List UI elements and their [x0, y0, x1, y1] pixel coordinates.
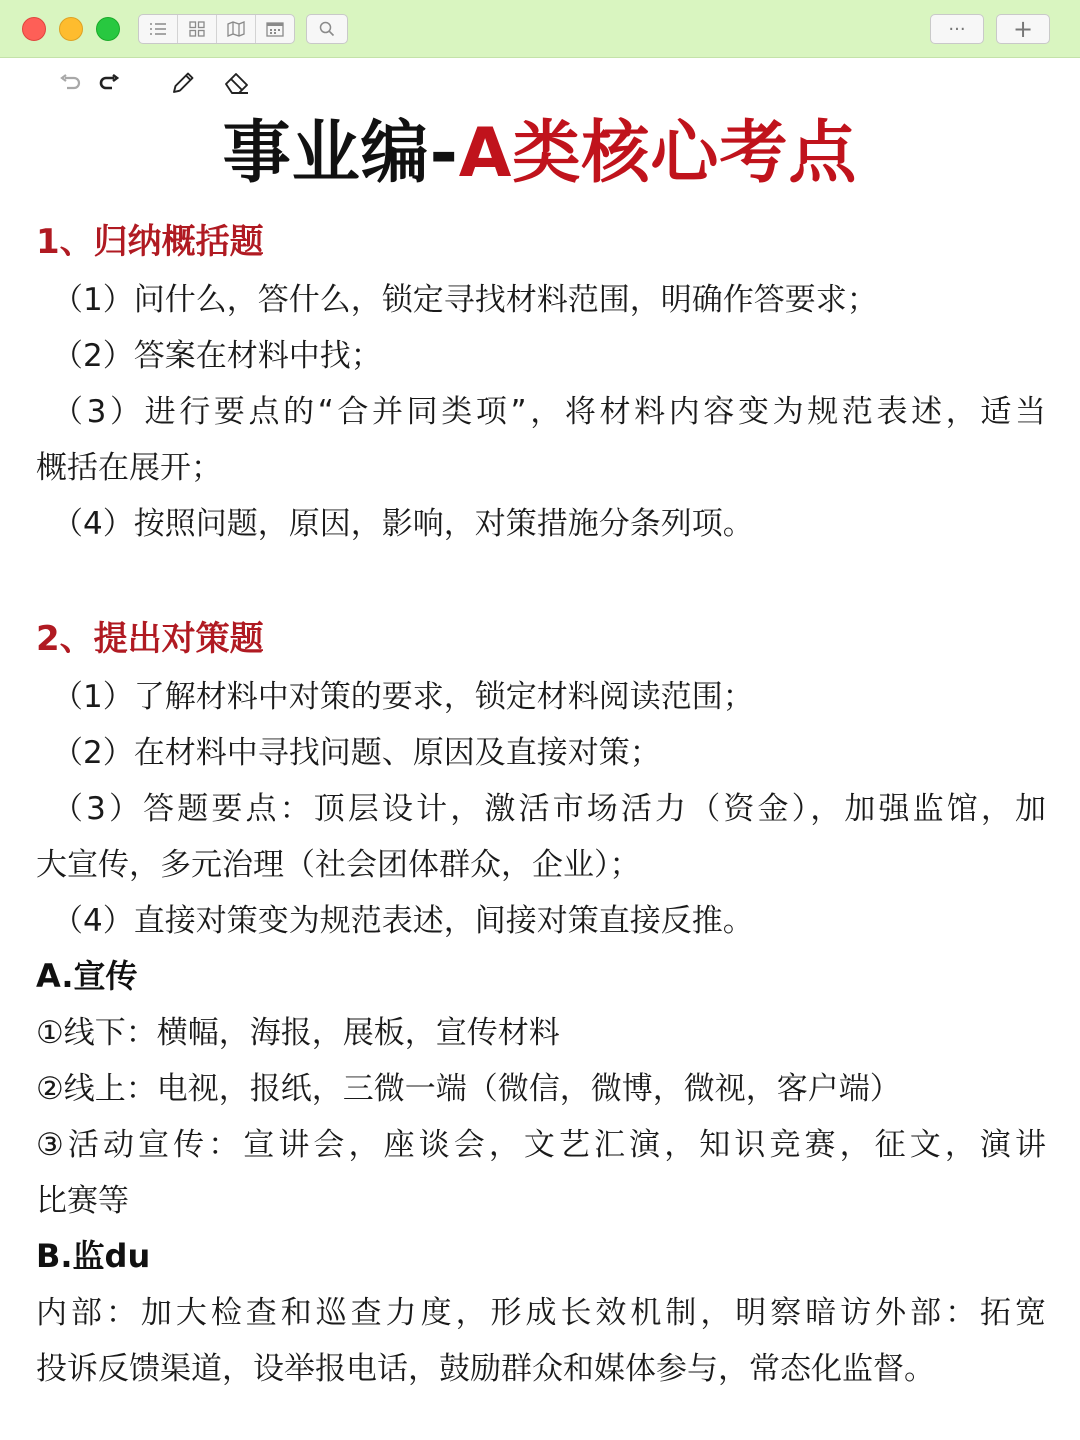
text-line: ③活动宣传：宣讲会，座谈会，文艺汇演，知识竞赛，征文，演讲 [36, 1127, 1046, 1163]
subsection-heading: B.监du [36, 1237, 151, 1275]
text-line: （1）问什么，答什么，锁定寻找材料范围，明确作答要求； [52, 282, 878, 318]
text-line: （1）了解材料中对策的要求，锁定材料阅读范围； [52, 679, 754, 715]
undo-button[interactable] [55, 68, 85, 98]
text-line: 投诉反馈渠道，设举报电话，鼓励群众和媒体参与，常态化监督。 [36, 1351, 935, 1387]
text-line: 概括在展开； [36, 450, 222, 486]
grid-view-button[interactable] [178, 15, 217, 43]
more-button[interactable] [930, 14, 984, 44]
subsection-heading: A.宣传 [36, 957, 138, 995]
text-line: （4）按照问题，原因，影响，对策措施分条列项。 [52, 506, 754, 542]
map-view-button[interactable] [217, 15, 256, 43]
text-line: （2）在材料中寻找问题、原因及直接对策； [52, 735, 661, 771]
add-button[interactable] [996, 14, 1050, 44]
list-icon [149, 22, 167, 36]
view-mode-segmented-control [138, 14, 295, 44]
text-line: （4）直接对策变为规范表述，间接对策直接反推。 [52, 903, 754, 939]
calendar-view-button[interactable] [256, 15, 294, 43]
minimize-window-button[interactable] [59, 17, 83, 41]
text-line: 比赛等 [36, 1183, 129, 1219]
section-heading: 2、提出对策题 [36, 619, 264, 659]
pencil-tool-button[interactable] [168, 68, 198, 98]
text-line: 大宣传，多元治理（社会团体群众，企业）； [36, 847, 641, 883]
pencil-icon [170, 70, 196, 96]
page-title [0, 108, 1080, 200]
text-line: （3）进行要点的“合并同类项”，将材料内容变为规范表述，适当 [52, 394, 1046, 430]
redo-button[interactable] [94, 68, 124, 98]
eraser-tool-button[interactable] [222, 68, 252, 98]
more-icon: ··· [948, 18, 966, 40]
undo-icon [59, 74, 81, 92]
text-line: ①线下：横幅，海报，展板，宣传材料 [36, 1015, 560, 1051]
title-part-red: A类核心考点 [458, 114, 858, 193]
map-icon [227, 21, 245, 37]
title-part-black: 事业编- [222, 114, 459, 193]
text-line: 内部：加大检查和巡查力度，形成长效机制，明察暗访外部：拓宽 [36, 1295, 1046, 1331]
plus-icon: + [1012, 15, 1034, 43]
calendar-icon [266, 21, 284, 37]
grid-icon [189, 21, 205, 37]
list-view-button[interactable] [139, 15, 178, 43]
section-heading: 1、归纳概括题 [36, 222, 264, 262]
close-window-button[interactable] [22, 17, 46, 41]
text-line: ②线上：电视，报纸，三微一端（微信，微博，微视，客户端） [36, 1071, 901, 1107]
text-line: （2）答案在材料中找； [52, 338, 382, 374]
zoom-window-button[interactable] [96, 17, 120, 41]
window-titlebar [0, 0, 1080, 58]
search-button[interactable] [306, 14, 348, 44]
search-icon [319, 21, 335, 37]
redo-icon [98, 74, 120, 92]
eraser-icon [223, 70, 251, 96]
text-line: （3）答题要点：顶层设计，激活市场活力（资金），加强监馆，加 [52, 791, 1046, 827]
